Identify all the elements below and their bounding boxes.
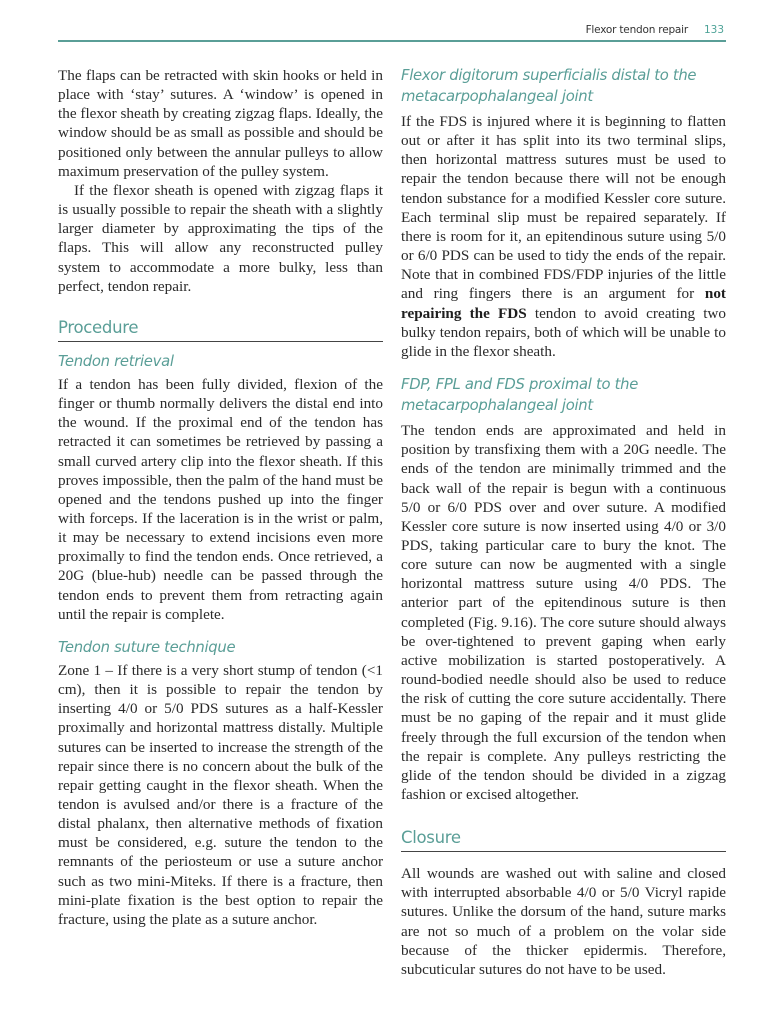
tendon-retrieval-paragraph: If a tendon has been fully divided, flexion of the finger or thumb normally delivers the distal end into the wound. If the proximal end of the tendon has retracted it can sometimes be retrieved by passing a small curved artery clip into the flexor sheath. If this proves impossible, then the palm of the hand must be opened and the tendons pushed up into the finger with forceps. If the laceration is in the wrist or palm, it may be necessary to extend incisions even more proximally to find the tendon ends. Once retrieved, a 20G (blue-hub) needle can be passed through the tendon ends to prevent them from retracting again until the repair is complete.: [58, 375, 383, 623]
tendon-suture-technique-paragraph: Zone 1 – If there is a very short stump of tendon (<1 cm), then it is possible to repair the tendon by inserting 4/0 or 5/0 PDS sutures as a half-Kessler proximally and horizontal mattress distally. Multiple sutures can be inserted to increase the strength of the repair since there is no concern about the bulk of the repair getting caught in the flexor sheath. When the tendon is avulsed and/or there is a fracture of the distal phalanx, then alternative methods of fixation must be considered, e.g. suture the tendon to the remnants of the periosteum or use a suture anchor such as two mini-Miteks. If there is a fracture, then mini-plate fixation is the best option to repair the fracture, using the plate as a suture anchor.: [58, 661, 383, 928]
subsection-heading-fdp-fpl-fds-proximal: FDP, FPL and FDS proximal to the metacarpophalangeal joint: [401, 376, 639, 415]
left-column: [58, 66, 383, 929]
section-heading-closure: Closure: [401, 828, 726, 852]
page-number: 133: [703, 24, 724, 36]
intro-paragraph-2: If the flexor sheath is opened with zigzag flaps it is usually possible to repair the sheath with a slightly larger diameter by approximating the tips of the flaps. This will allow any reconstructed pulley system to accommodate a more bulky, less than perfect, tendon repair.: [58, 181, 383, 295]
subsection-heading-fds-distal: Flexor digitorum superficialis distal to the metacarpophalangeal joint: [401, 67, 697, 105]
fdp-fpl-fds-proximal-paragraph: The tendon ends are approximated and held in position by transfixing them with a 20G needle. The ends of the tendon are minimally trimmed and the back wall of the repair is begun with a continuous 5/0 or 6/0 PDS over and over suture. A modified Kessler core suture is now inserted using 4/0 or 3/0 PDS, taking particular care to bury the knot. The core suture can now be augmented with a single horizontal mattress suture using 4/0 PDS. The anterior part of the epitendinous suture is then completed (Fig. 9.16). The core suture should always be over-tightened to prevent gaping when early active mobilization is started postoperatively. A round-bodied needle should also be used to reduce the risk of cutting the core suture accidentally. There must be no gaping of the repair and it must glide freely through the full excursion of the tendon when the repair is complete. Any pulleys restricting the glide of the tendon should be divided in a zigzag fashion or excised altogether.: [401, 422, 726, 803]
section-heading-procedure: Procedure: [58, 318, 383, 342]
fds-distal-paragraph: [401, 112, 726, 361]
subsection-heading-tendon-suture-technique: Tendon suture technique: [58, 638, 236, 656]
fds-distal-text-2: tendon to avoid creating two bulky tendon repairs, both of which will be unable to glide in the flexor sheath.: [401, 304, 726, 360]
subsection-heading-tendon-retrieval: Tendon retrieval: [58, 352, 174, 370]
fds-distal-bold-text: not repairing the FDS: [401, 285, 726, 322]
running-header: [58, 20, 726, 42]
fds-distal-text-1: If the FDS is injured where it is beginning to flatten out or after it has split into its two terminal slips, then horizontal mattress sutures must be used to repair the tendon because there will not be enough tendon substance for a modified Kessler core suture. Each terminal slip must be repaired separately. If there is room for it, an epitendinous suture using 5/0 or 6/0 PDS can be used to tidy the ends of the repair. Note that in combined FDS/FDP injuries of the little and ring fingers there is an argument for: [401, 113, 726, 303]
closure-paragraph: All wounds are washed out with saline and closed with interrupted absorbable 4/0 or 5/0 Vicryl rapide sutures. Unlike the dorsum of the hand, suture marks are not so much of a problem on the volar side because of the thicker epidermis. Therefore, subcuticular sutures do not have to be used.: [401, 865, 726, 978]
intro-paragraph-1: The flaps can be retracted with skin hooks or held in place with ‘stay’ sutures. A ‘window’ is opened in the flexor sheath by creating zigzag flaps. Ideally, the window should be as small as possible and should be positioned only between the annular pulleys to allow maximum preservation of the pulley system.: [58, 67, 383, 180]
right-column: [401, 66, 726, 979]
running-title: Flexor tendon repair: [585, 24, 688, 36]
